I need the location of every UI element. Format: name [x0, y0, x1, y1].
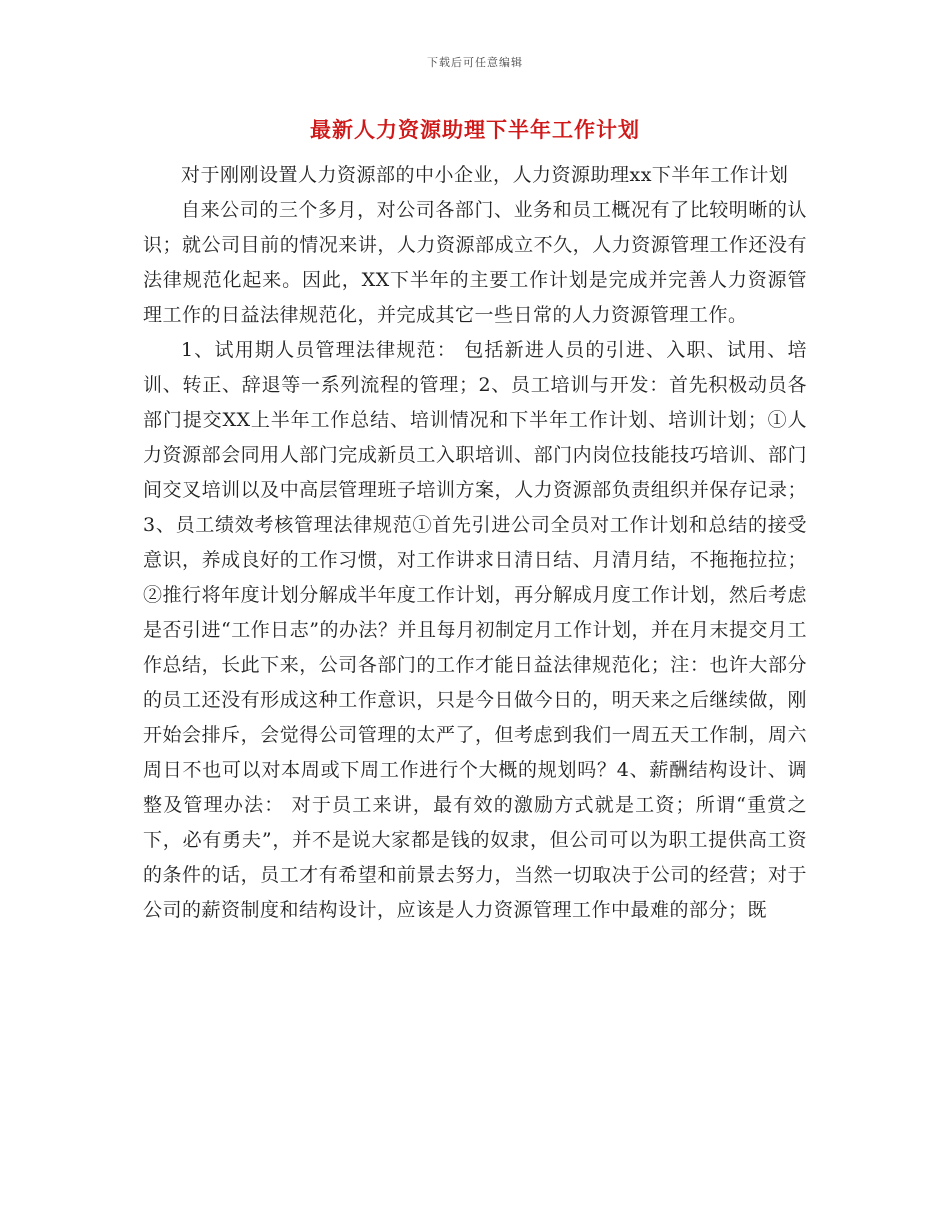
document-title: 最新人力资源助理下半年工作计划 [310, 117, 640, 142]
paragraph-overview: 自来公司的三个多月，对公司各部门、业务和员工概况有了比较明晰的认识；就公司目前的情况来讲，人力资源部成立不久，人力资源管理工作还没有法律规范化起来。因此，XX下半年的主要工作计划是完成并完善人力资源管理工作的日益法律规范化，并完成其它一些日常的人力资源管理工作。 [143, 199, 807, 326]
paragraph-intro: 对于刚刚设置人力资源部的中小企业，人力资源助理xx下半年工作计划 [181, 164, 789, 186]
header-note: 下载后可任意编辑 [427, 56, 523, 69]
paragraph-plan-items: 1、试用期人员管理法律规范： 包括新进人员的引进、入职、试用、培训、转正、辞退等一系列流程的管理；2、员工培训与开发：首先积极动员各部门提交XX上半年工作总结、培训情况和下半年工作计划、培训计划；①人力资源部会同用人部门完成新员工入职培训、部门内岗位技能技巧培训、部门间交叉培训以及中高层管理班子培训方案，人力资源部负责组织并保存记录；3、员工绩效考核管理法律规范①首先引进公司全员对工作计划和总结的接受意识，养成良好的工作习惯，对工作讲求日清日结、月清月结，不拖拖拉拉；②推行将年度计划分解成半年度工作计划，再分解成月度工作计划，然后考虑是否引进“工作日志”的办法？并且每月初制定月工作计划，并在月末提交月工作总结，长此下来，公司各部门的工作才能日益法律规范化；注：也许大部分的员工还没有形成这种工作意识，只是今日做今日的，明天来之后继续做，刚开始会排斥，会觉得公司管理的太严了，但考虑到我们一周五天工作制，周六周日不也可以对本周或下周工作进行个大概的规划吗？4、薪酬结构设计、调整及管理办法： 对于员工来讲，最有效的激励方式就是工资；所谓“重赏之下，必有勇夫”，并不是说大家都是钱的奴隶，但公司可以为职工提供高工资的条件的话，员工才有希望和前景去努力，当然一切取决于公司的经营；对于公司的薪资制度和结构设计，应该是人力资源管理工作中最难的部分；既 [143, 339, 807, 921]
document-body [143, 158, 807, 928]
